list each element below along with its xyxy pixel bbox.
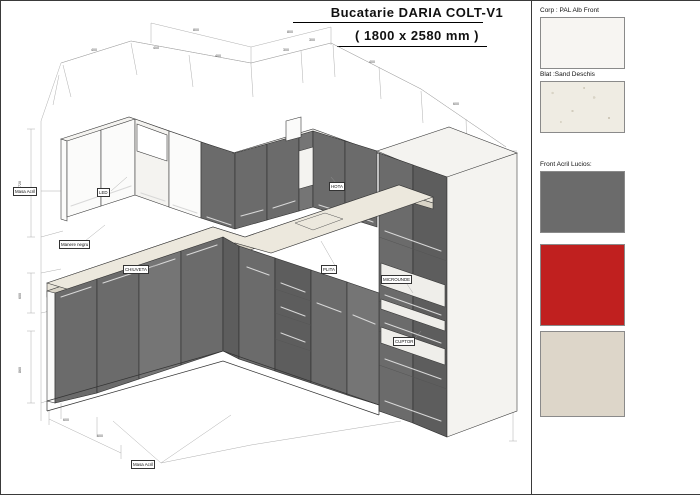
svg-text:600: 600 bbox=[453, 102, 459, 106]
legend-swatch-front-gri bbox=[540, 171, 625, 233]
materials-legend bbox=[531, 1, 700, 494]
legend-item-blat bbox=[540, 71, 625, 133]
svg-text:800: 800 bbox=[193, 28, 199, 32]
callout-manere-negru: Manere negru bbox=[61, 242, 89, 247]
svg-text:300: 300 bbox=[283, 48, 289, 52]
callout-cuptor: CUPTOR bbox=[395, 339, 414, 344]
callout-masa-acril-bottom: Masa Acril bbox=[133, 462, 154, 467]
legend-label-front-acril: Front Acril Lucios: bbox=[540, 161, 592, 168]
legend-swatch-front-bej bbox=[540, 331, 625, 417]
svg-text:600: 600 bbox=[97, 434, 103, 438]
legend-item-front-acril bbox=[540, 161, 625, 233]
page-subtitle: ( 1800 x 2580 mm ) bbox=[355, 28, 479, 43]
legend-label-corp: Corp : PAL Alb Front bbox=[540, 7, 599, 14]
dimension-text-top bbox=[91, 28, 459, 106]
legend-item-corp bbox=[540, 7, 625, 69]
svg-text:400: 400 bbox=[91, 48, 97, 52]
svg-text:400: 400 bbox=[153, 46, 159, 50]
svg-text:400: 400 bbox=[215, 54, 221, 58]
legend-swatch-corp bbox=[540, 17, 625, 69]
svg-text:600: 600 bbox=[63, 418, 69, 422]
page-title: Bucatarie DARIA COLT-V1 bbox=[330, 5, 504, 20]
callout-plita: PLITA bbox=[323, 267, 335, 272]
svg-text:600: 600 bbox=[18, 293, 22, 299]
svg-text:860: 860 bbox=[18, 367, 22, 373]
svg-text:800: 800 bbox=[287, 30, 293, 34]
legend-swatch-blat bbox=[540, 81, 625, 133]
dimension-lines-bottom bbox=[49, 403, 121, 459]
legend-label-blat: Blat :Sand Deschis bbox=[540, 71, 595, 78]
svg-text:300: 300 bbox=[309, 38, 315, 42]
callout-chiuveta: CHIUVETA bbox=[125, 267, 147, 272]
svg-text:400: 400 bbox=[369, 60, 375, 64]
svg-text:720: 720 bbox=[18, 181, 22, 187]
callout-led: LED bbox=[99, 190, 108, 195]
callout-microunde: MICROUNDE bbox=[383, 277, 411, 282]
legend-item-front-bej bbox=[540, 331, 625, 417]
callout-hota: HOTA bbox=[331, 184, 343, 189]
dimension-text-left bbox=[18, 181, 22, 373]
legend-item-front-rosu bbox=[540, 244, 625, 326]
callout-masa-acril-top: Masa Acril bbox=[15, 189, 36, 194]
legend-swatch-front-rosu bbox=[540, 244, 625, 326]
